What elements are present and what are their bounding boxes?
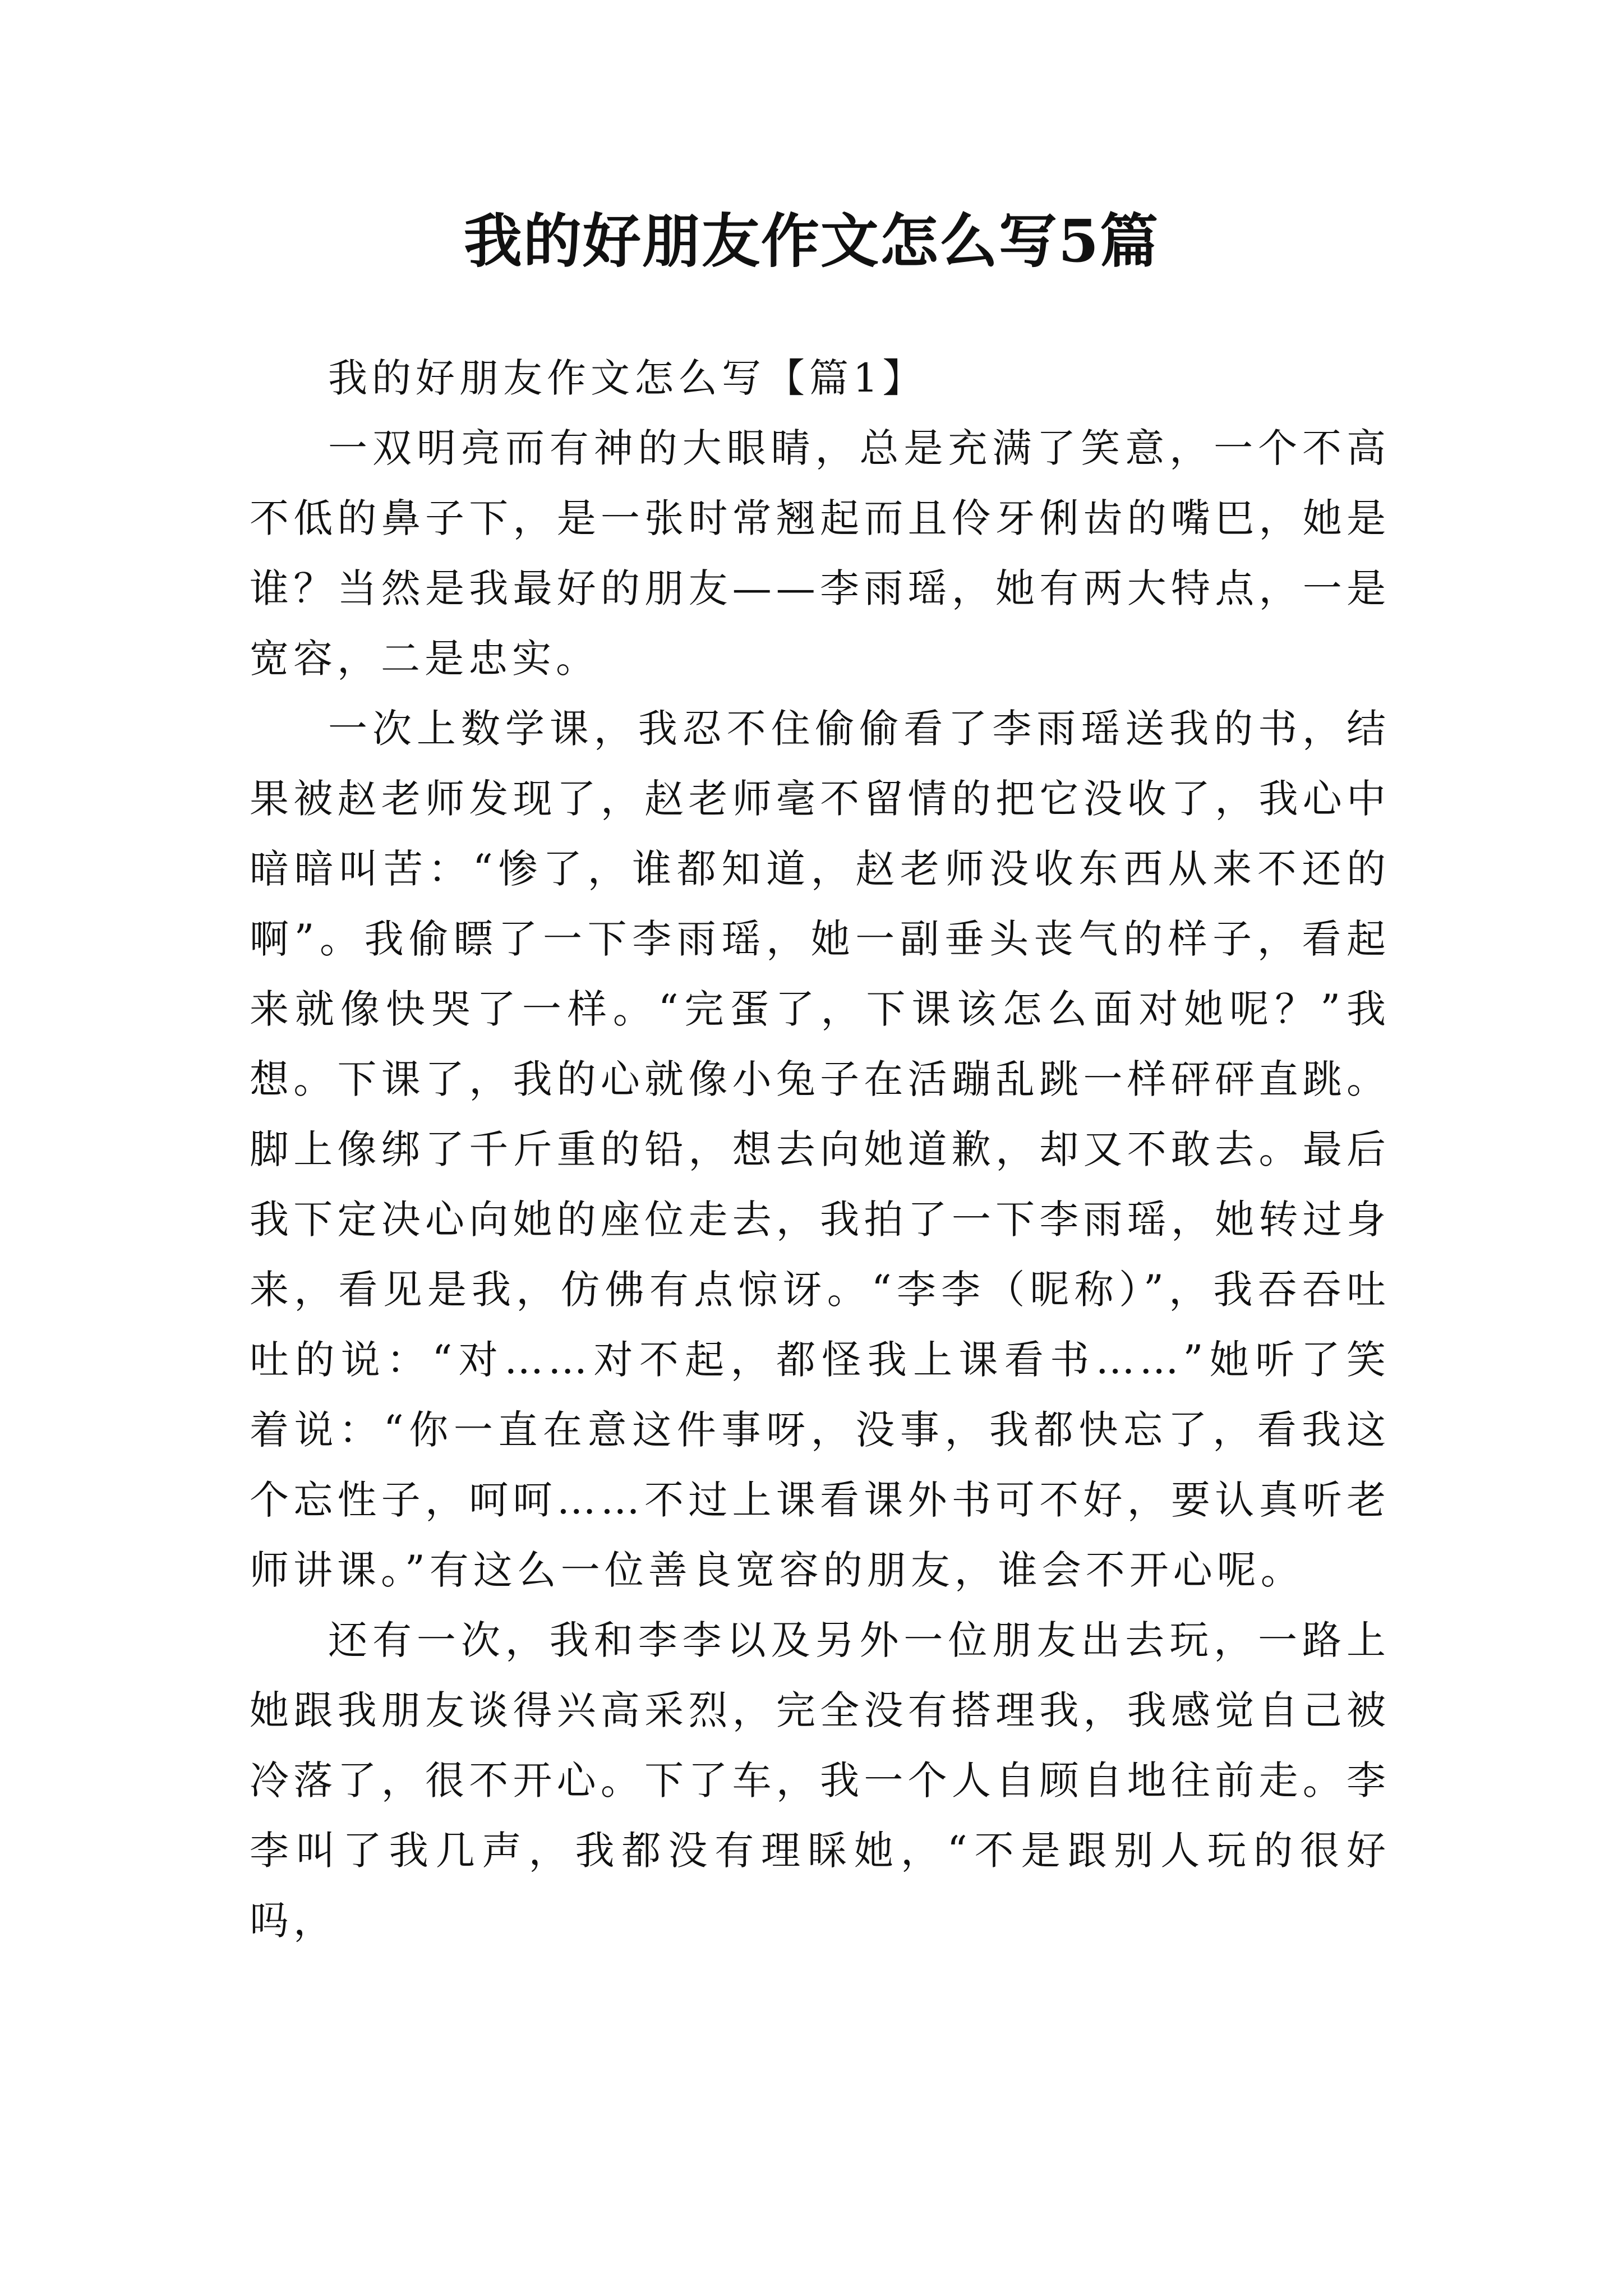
document-title: 我的好朋友作文怎么写5篇 bbox=[463, 206, 1160, 275]
document-body bbox=[250, 343, 1390, 1956]
paragraph-math-class: 一次上数学课，我忍不住偷偷看了李雨瑶送我的书，结果被赵老师发现了，赵老师毫不留情的把它没收了，我心中暗暗叫苦：“惨了，谁都知道，赵老师没收东西从来不还的啊”。我偷瞟了一下李雨瑶，她一副垂头丧气的样子，看起来就像快哭了一样。“完蛋了，下课该怎么面对她呢？”我想。下课了，我的心就像小兔子在活蹦乱跳一样砰砰直跳。脚上像绑了千斤重的铅，想去向她道歉，却又不敢去。最后我下定决心向她的座位走去，我拍了一下李雨瑶，她转过身来，看见是我，仿佛有点惊讶。“李李（昵称）”，我吞吞吐吐的说：“对……对不起，都怪我上课看书……”她听了笑着说：“你一直在意这件事呀，没事，我都快忘了，看我这个忘性子，呵呵……不过上课看课外书可不好，要认真听老师讲课。”有这么一位善良宽容的朋友，谁会不开心呢。 bbox=[250, 706, 1390, 1593]
paragraph-intro: 一双明亮而有神的大眼睛，总是充满了笑意，一个不高不低的鼻子下，是一张时常翘起而且伶牙俐齿的嘴巴，她是谁？当然是我最好的朋友——李雨瑶，她有两大特点，一是宽容，二是忠实。 bbox=[250, 425, 1390, 682]
section-heading: 我的好朋友作文怎么写【篇1】 bbox=[328, 355, 926, 401]
paragraph-outing: 还有一次，我和李李以及另外一位朋友出去玩，一路上她跟我朋友谈得兴高采烈，完全没有搭理我，我感觉自己被冷落了，很不开心。下了车，我一个人自顾自地往前走。李李叫了我几声，我都没有理睬她，“不是跟别人玩的很好吗， bbox=[250, 1617, 1390, 1944]
